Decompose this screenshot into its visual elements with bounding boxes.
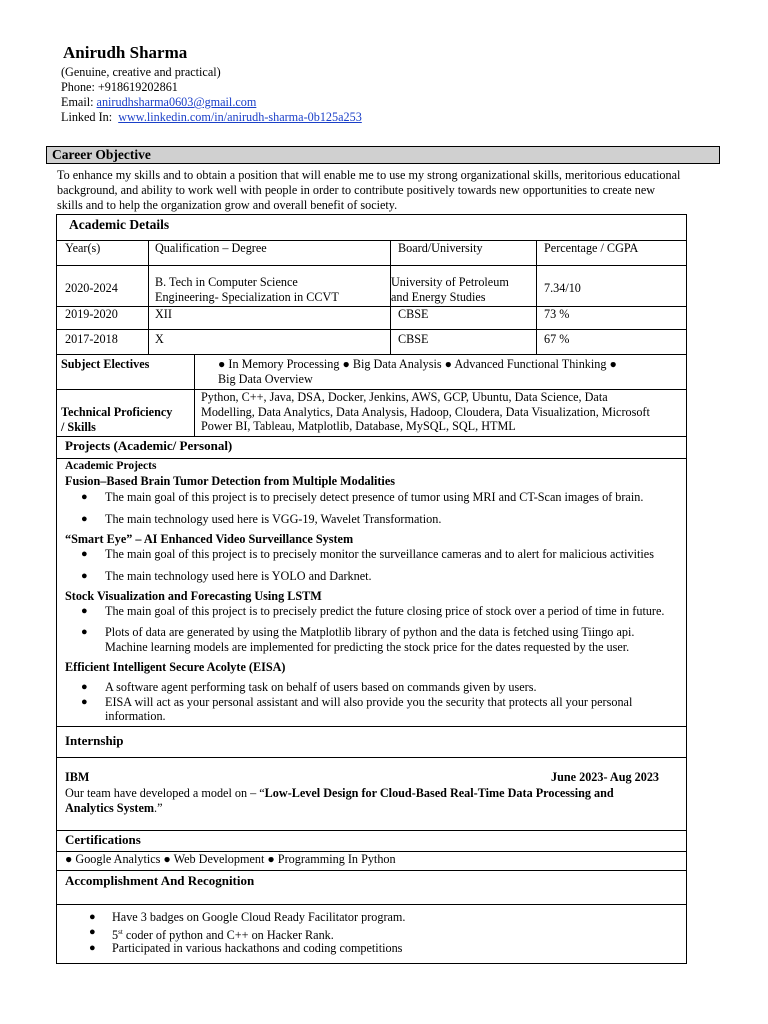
projects-subtitle: Academic Projects [65,460,157,472]
accomplishment-item: Participated in various hackathons and coding competitions [112,941,403,955]
project-title: Fusion–Based Brain Tumor Detection from Multiple Modalities [65,474,395,488]
divider [57,757,687,758]
skills-list [201,390,686,434]
project-title: Efficient Intelligent Secure Acolyte (EISA) [65,660,286,674]
bullet-icon: ● [81,570,88,582]
col-divider [148,240,149,354]
phone-line [61,80,362,95]
col-divider [194,354,195,436]
career-objective-heading: Career Objective [46,146,720,164]
bullet-icon: ● [81,491,88,503]
bullet-line: EISA will act as your personal assistant and will also provide you the security that protects all your personal [105,695,633,709]
internship-description [65,786,665,815]
electives-line: Big Data Overview [218,372,313,386]
divider [57,329,687,330]
objective-line: background, and ability to work well with people in order to contribute positively towards new opportunities to create new [57,183,656,197]
linkedin-line [61,110,362,125]
divider [57,354,687,355]
skills-label [61,405,172,434]
skills-label-line: Technical Proficiency [61,405,173,419]
project-title: Stock Visualization and Forecasting Using LSTM [65,589,322,603]
electives-line: ● In Memory Processing ● Big Data Analysis ● Advanced Functional Thinking ● [218,357,617,371]
row-year: 2019-2020 [65,307,118,321]
certifications-list: ● Google Analytics ● Web Development ● Programming In Python [65,852,396,866]
bullet-icon: ● [81,681,88,693]
career-objective-text [57,168,706,213]
project-title: “Smart Eye” – AI Enhanced Video Surveillance System [65,532,354,546]
academic-details-heading: Academic Details [69,217,170,232]
desc-suffix: .” [154,800,163,815]
divider [57,436,687,437]
linkedin-link[interactable]: www.linkedin.com/in/anirudh-sharma-0b125a253 [118,110,362,124]
objective-line: To enhance my skills and to obtain a position that will enable me to use my strong organizational skills, meritorious educational [57,168,681,182]
bullet-icon: ● [81,548,88,560]
board-line: University of Petroleum [391,275,509,289]
divider [57,904,687,905]
accomplishment-text: coder of python and C++ on Hacker Rank. [122,928,334,943]
email-label: Email: [61,95,97,109]
internship-heading: Internship [65,733,124,748]
project-bullet: The main goal of this project is to precisely detect presence of tumor using MRI and CT-Scan images of brain. [105,490,644,504]
candidate-name: Anirudh Sharma [63,43,188,62]
board-line: and Energy Studies [391,289,486,304]
accomplishment-item [112,925,334,943]
tagline: (Genuine, creative and practical) [61,65,221,79]
divider [57,306,687,307]
bullet-line: Plots of data are generated by using the Matplotlib library of python and the data is fetched using Tiingo api. [105,625,635,639]
desc-project-title: Low-Level Design for Cloud-Based Real-Time Data Processing and [264,786,614,800]
rank-suffix: st [118,928,123,936]
internship-dates: June 2023- Aug 2023 [551,770,660,784]
project-bullet: The main goal of this project is to precisely monitor the surveillance cameras and to alert for malicious activities [105,547,654,561]
bullet-icon: ● [89,942,96,954]
internship-line [65,801,665,816]
phone-label: Phone: [61,80,98,94]
bullet-icon: ● [89,911,96,923]
row-score: 73 % [544,307,570,321]
linkedin-label: Linked In: [61,110,113,124]
electives-label: Subject Electives [61,357,150,371]
bullet-icon: ● [81,626,88,638]
project-bullet: A software agent performing task on behalf of users based on commands given by users. [105,680,537,694]
divider [57,870,687,871]
qualification-line: B. Tech in Computer Science [155,275,298,289]
accomplishments-heading: Accomplishment And Recognition [65,873,255,888]
bullet-icon: ● [81,696,88,708]
col-divider [536,240,537,354]
divider [57,830,687,831]
contact-block [61,65,362,125]
row-qualification [155,275,339,304]
row-year: 2020-2024 [65,281,118,295]
skills-label-line: / Skills [61,419,96,434]
row-board: CBSE [398,307,429,321]
row-qualification: X [155,332,164,346]
project-bullet: The main technology used here is YOLO and Darknet. [105,569,372,583]
bullet-icon: ● [81,513,88,525]
internship-company: IBM [65,770,90,784]
row-board [391,275,509,304]
skills-line: Power BI, Tableau, Matplotlib, Database, MySQL, SQL, HTML [201,419,516,433]
bullet-line: Machine learning models are implemented for predicting the stock price for the dates requested by the user. [105,639,630,654]
certifications-heading: Certifications [65,832,141,847]
row-qualification: XII [155,307,172,321]
bullet-line: information. [105,708,166,723]
header-board: Board/University [398,241,483,255]
desc-project-title: Analytics System [65,800,155,815]
project-bullet: The main technology used here is VGG-19, Wavelet Transformation. [105,512,442,526]
row-board: CBSE [398,332,429,346]
project-bullet [105,625,685,654]
bullet-icon: ● [89,926,96,938]
projects-heading: Projects (Academic/ Personal) [65,438,233,453]
row-score: 7.34/10 [544,281,581,295]
divider [57,726,687,727]
header-qualification: Qualification – Degree [155,241,267,255]
divider [57,265,687,266]
phone-number: +918619202861 [97,80,178,94]
project-bullet [105,695,685,722]
row-score: 67 % [544,332,570,346]
desc-prefix: Our team have developed a model on – “ [65,786,265,800]
header-year: Year(s) [65,241,101,255]
email-line [61,95,362,110]
internship-line [65,786,665,801]
bullet-icon: ● [81,605,88,617]
header-percentage: Percentage / CGPA [544,241,639,255]
accomplishment-item: Have 3 badges on Google Cloud Ready Facilitator program. [112,910,406,924]
skills-line: Modelling, Data Analytics, Data Analysis, Hadoop, Cloudera, Data Visualization, Microsoft [201,404,650,419]
qualification-line: Engineering- Specialization in CCVT [155,289,339,304]
skills-line: Python, C++, Java, DSA, Docker, Jenkins, AWS, GCP, Ubuntu, Data Science, Data [201,390,608,404]
email-link[interactable]: anirudhsharma0603@gmail.com [96,95,257,109]
objective-line: skills and to help the organization grow and overall benefit of society. [57,198,398,212]
project-bullet: The main goal of this project is to precisely predict the future closing price of stock over a period of time in future. [105,604,665,618]
row-year: 2017-2018 [65,332,118,346]
rank-number: 5 [112,928,119,943]
